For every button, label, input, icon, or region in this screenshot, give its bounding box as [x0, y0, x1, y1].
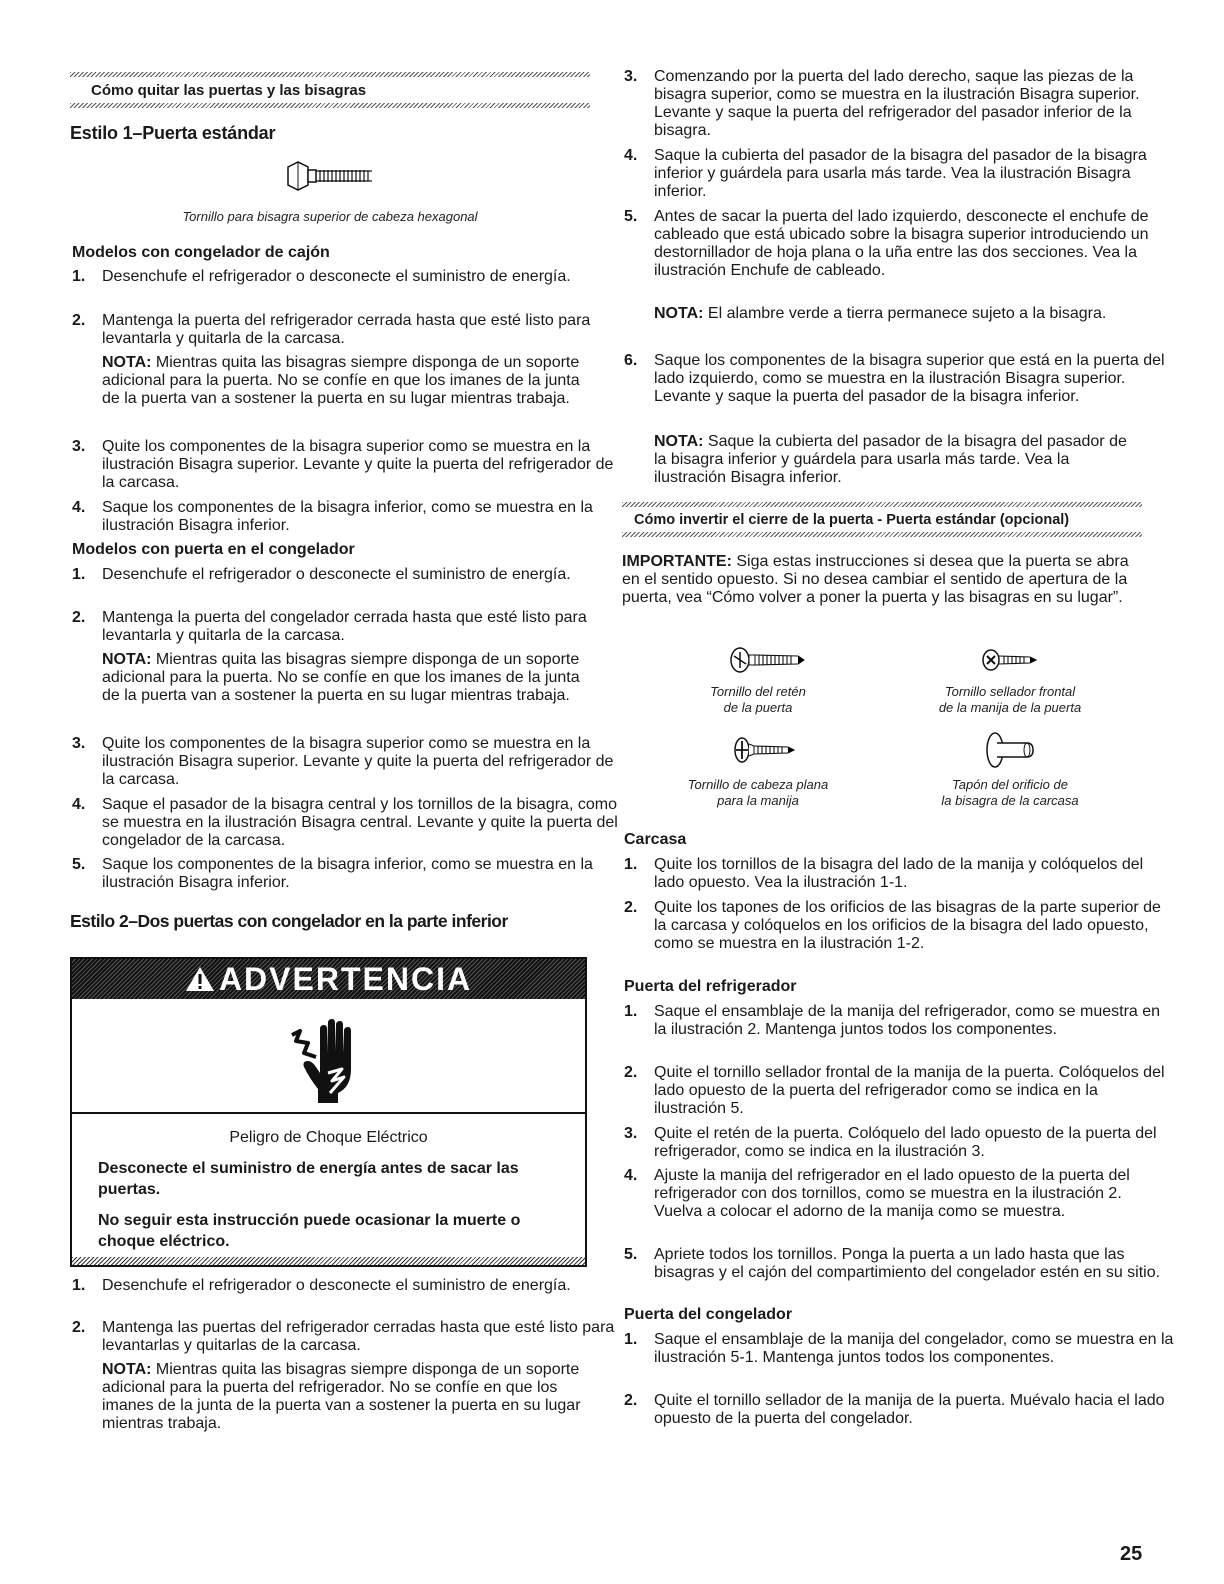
- list-item: 2. Quite el tornillo sellador de la manija de la puerta. Muévalo hacia el lado opuesto de la puerta del congelador.: [624, 1392, 1165, 1427]
- list-item: 1. Desenchufe el refrigerador o desconecte el suministro de energía.: [72, 566, 571, 583]
- caption-door-stop-screw: Tornillo del retén de la puerta: [710, 684, 806, 715]
- list-item: 6. Saque los componentes de la bisagra superior que está en la puerta del lado izquierdo, como se muestra en la ilustración Bisagra superior. Levante y saque la puerta del pasador de la bisagra inferior.: [624, 352, 1165, 405]
- note: NOTA: El alambre verde a tierra permanece sujeto a la bisagra.: [654, 305, 1107, 322]
- style2-title: Estilo 2–Dos puertas con congelador en la parte inferior: [70, 911, 508, 931]
- electric-shock-hand-icon: [290, 1017, 370, 1107]
- list-item: 3. Quite el retén de la puerta. Colóquelo del lado opuesto de la puerta del refrigerador, como se indica en la ilustración 3.: [624, 1125, 1157, 1160]
- list-item: 1. Saque el ensamblaje de la manija del congelador, como se muestra en la ilustración 5-1. Mantenga juntos todos los componentes.: [624, 1331, 1174, 1366]
- list-item: 5. Saque los componentes de la bisagra inferior, como se muestra en la ilustración Bisagra inferior.: [72, 856, 593, 891]
- flat-head-screw-icon: [732, 735, 798, 765]
- warning-bar: [72, 959, 585, 999]
- list-item: 2. Mantenga la puerta del congelador cerrada hasta que esté listo para levantarla y quitarla de la carcasa.: [72, 609, 587, 644]
- warning-triangle-icon: [185, 966, 215, 992]
- list-item: 3. Quite los componentes de la bisagra superior como se muestra en la ilustración Bisagra superior. Levante y quite la puerta del refrigerador de la carcasa.: [72, 735, 614, 788]
- hex-screw-caption: Tornillo para bisagra superior de cabeza hexagonal: [182, 209, 478, 224]
- note: NOTA: Mientras quita las bisagras siempre disponga de un soporte adicional para la puerta. No se confíe en que los imanes de la junta de la puerta van a sostener la puerta en su lugar mientras trabaja.: [102, 354, 580, 407]
- list-item: 3. Quite los componentes de la bisagra superior como se muestra en la ilustración Bisagra superior. Levante y quite la puerta del refrigerador de la carcasa.: [72, 438, 614, 491]
- list-item: 2. Mantenga las puertas del refrigerador cerradas hasta que esté listo para levantarlas y quitarlas de la carcasa.: [72, 1319, 615, 1354]
- list-item: 5. Antes de sacar la puerta del lado izquierdo, desconecte el enchufe de cableado que está ubicado sobre la bisagra superior introduciendo un destornillador de hoja plana o la uña entre las dos secciones. Vea la ilustración Enchufe de cableado.: [624, 208, 1149, 279]
- list-item: 4. Ajuste la manija del refrigerador en el lado opuesto de la puerta del refrigerador con dos tornillos, como se muestra en la ilustración 2. Vuelva a colocar el adorno de la manija como se muestra.: [624, 1167, 1130, 1220]
- handle-seal-screw-icon: [980, 647, 1040, 673]
- list-item: 1. Quite los tornillos de la bisagra del lado de la manija y colóquelos del lado opuesto. Vea la ilustración 1-1.: [624, 856, 1144, 891]
- note: NOTA: Saque la cubierta del pasador de la bisagra del pasador de la bisagra inferior y guárdela para usarla más tarde. Vea la ilustración Bisagra inferior.: [654, 433, 1127, 486]
- list-item: 2. Quite el tornillo sellador frontal de la manija de la puerta. Colóquelos del lado opuesto de la puerta del refrigerador como se indica en la ilustración 5.: [624, 1064, 1165, 1117]
- list-item: 5. Apriete todos los tornillos. Ponga la puerta a un lado hasta que las bisagras y el cajón del compartimiento del congelador estén en su sitio.: [624, 1246, 1161, 1281]
- list-item: 1. Desenchufe el refrigerador o desconecte el suministro de energía.: [72, 268, 571, 285]
- list-item: 4. Saque el pasador de la bisagra central y los tornillos de la bisagra, como se muestra en la ilustración Bisagra central. Levante y quite la puerta del congelador de la carcasa.: [72, 796, 618, 849]
- section-header-reverse-door: [622, 502, 1142, 537]
- warning-line-2: No seguir esta instrucción puede ocasionar la muerte o choque eléctrico.: [98, 1212, 521, 1250]
- list-item: 4. Saque los componentes de la bisagra inferior, como se muestra en la ilustración Bisagra inferior.: [72, 499, 593, 534]
- drawer-models-heading: Modelos con congelador de cajón: [72, 244, 330, 261]
- caption-hinge-hole-plug: Tapón del orificio de la bisagra de la carcasa: [941, 777, 1079, 808]
- section-header-text: Cómo quitar las puertas y las bisagras: [91, 82, 367, 99]
- freezer-door-heading: Puerta del congelador: [624, 1306, 793, 1323]
- style1-title: Estilo 1–Puerta estándar: [70, 123, 276, 143]
- hinge-hole-plug-icon: [983, 730, 1043, 770]
- section-header-remove-doors: [70, 72, 590, 108]
- important-paragraph: IMPORTANTE: Siga estas instrucciones si desea que la puerta se abra en el sentido opuesto. Si no desea cambiar el sentido de apertura de la puerta, vea “Cómo volver a poner la puerta y las bisagras en su lugar”.: [622, 553, 1129, 606]
- cabinet-heading: Carcasa: [624, 831, 687, 848]
- door-stop-screw-icon: [728, 645, 808, 675]
- note: NOTA: Mientras quita las bisagras siempre disponga de un soporte adicional para la puerta. No se confíe en que los imanes de la junta de la puerta van a sostener la puerta en su lugar mientras trabaja.: [102, 651, 580, 704]
- list-item: 1. Desenchufe el refrigerador o desconecte el suministro de energía.: [72, 1277, 571, 1294]
- section-header-text: Cómo invertir el cierre de la puerta - Puerta estándar (opcional): [634, 512, 1070, 528]
- warning-line-1: Desconecte el suministro de energía antes de sacar las puertas.: [98, 1160, 519, 1198]
- warning-box: [70, 957, 587, 1267]
- caption-flat-head-screw: Tornillo de cabeza plana para la manija: [687, 777, 829, 808]
- caption-handle-seal-screw: Tornillo sellador frontal de la manija de la puerta: [938, 684, 1082, 715]
- fridge-door-heading: Puerta del refrigerador: [624, 978, 797, 995]
- list-item: 2. Quite los tapones de los orificios de las bisagras de la parte superior de la carcasa y colóquelos en los orificios de la bisagra del lado opuesto, como se muestra en la ilustración 1-2.: [624, 899, 1161, 952]
- list-item: 4. Saque la cubierta del pasador de la bisagra del pasador de la bisagra inferior y guárdela para usarla más tarde. Vea la ilustración Bisagra inferior.: [624, 147, 1147, 200]
- door-models-heading: Modelos con puerta en el congelador: [72, 541, 355, 558]
- list-item: 3. Comenzando por la puerta del lado derecho, saque las piezas de la bisagra superior, como se muestra en la ilustración Bisagra superior. Levante y saque la puerta del refrigerador del pasador inferior de la bisagra.: [624, 68, 1140, 139]
- list-item: 1. Saque el ensamblaje de la manija del refrigerador, como se muestra en la ilustración 2. Mantenga juntos todos los componentes.: [624, 1003, 1161, 1038]
- hex-screw-icon: [284, 159, 380, 193]
- hazard-label: Peligro de Choque Eléctrico: [229, 1129, 428, 1146]
- list-item: 2. Mantenga la puerta del refrigerador cerrada hasta que esté listo para levantarla y quitarla de la carcasa.: [72, 312, 591, 347]
- page-number: 25: [1120, 1543, 1143, 1565]
- warning-title: ADVERTENCIA: [218, 961, 473, 997]
- note: NOTA: Mientras quita las bisagras siempre disponga de un soporte adicional para la puerta del refrigerador. No se confíe en que los imanes de la junta de la puerta van a sostener la puerta en su lugar mientras trabaja.: [102, 1361, 581, 1432]
